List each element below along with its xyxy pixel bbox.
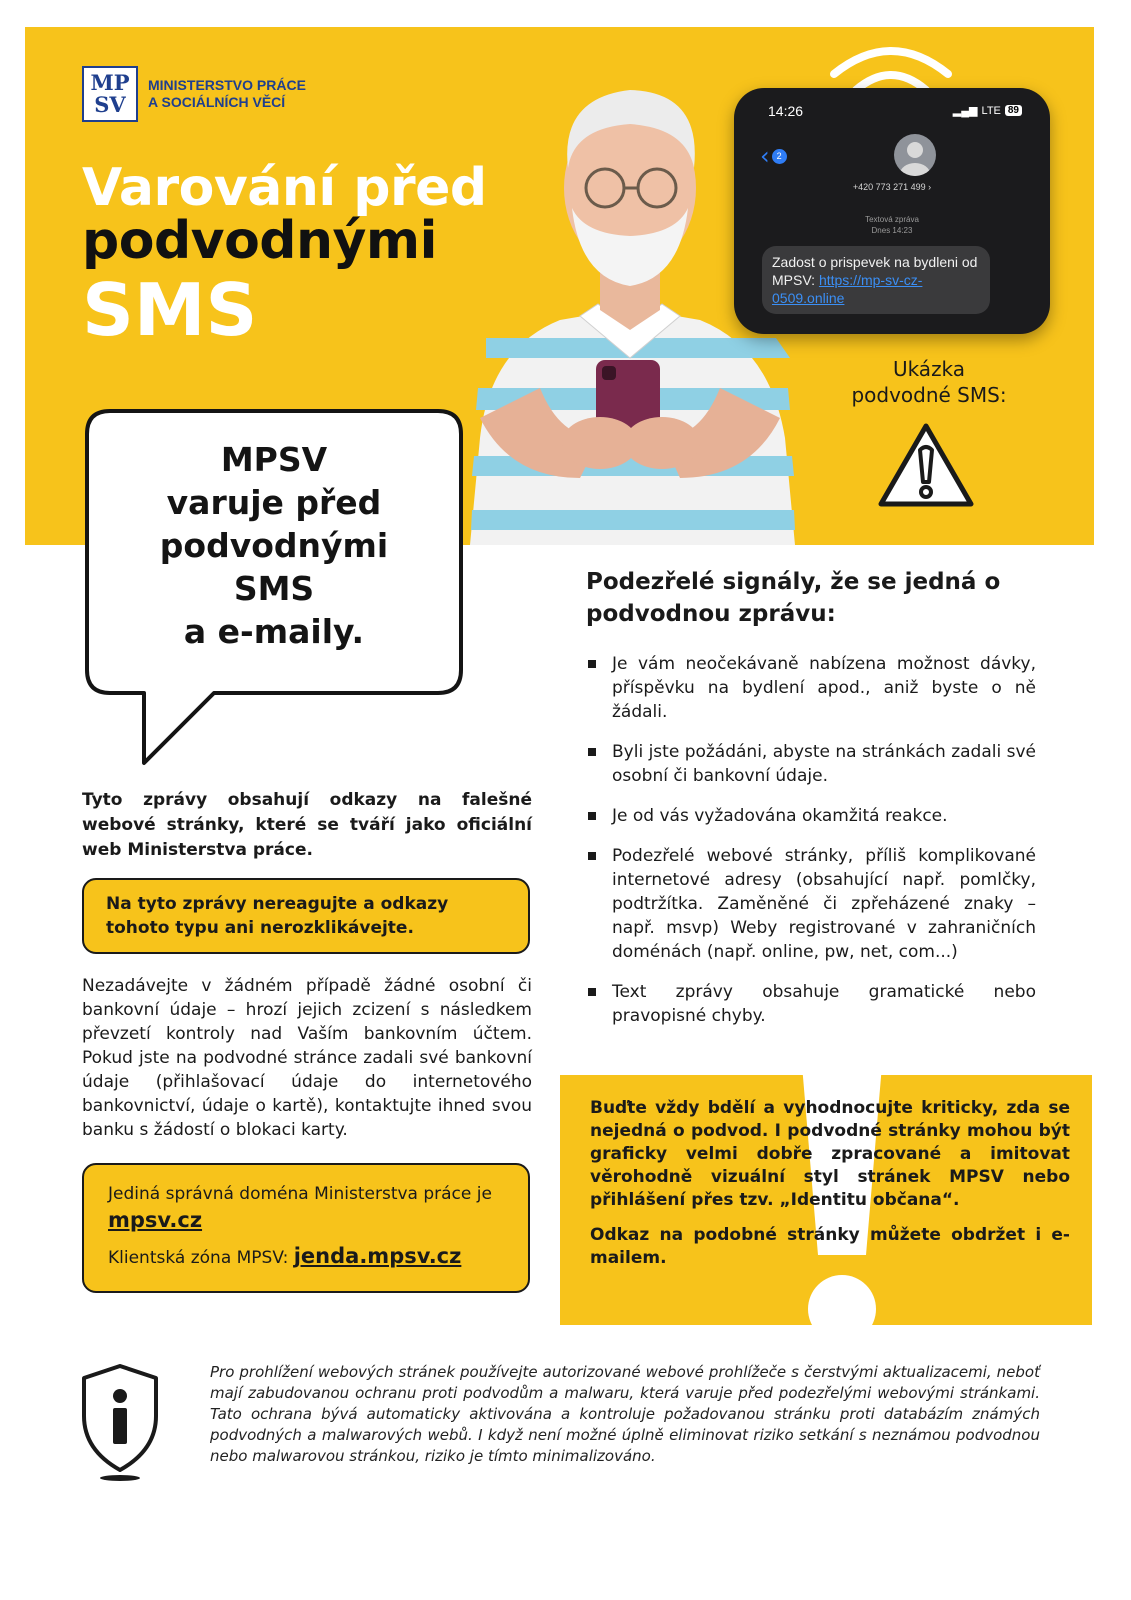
intro-paragraph: Tyto zprávy obsahují odkazy na falešné webové stránky, které se tváří jako oficiální web Ministerstva práce. [82, 790, 532, 860]
bullet-icon [588, 988, 596, 996]
message-type: Textová zpráva [865, 215, 919, 224]
client-zone-row [108, 1243, 504, 1271]
list-item [586, 652, 1036, 724]
bullet-icon [588, 660, 596, 668]
bullet-icon [588, 748, 596, 756]
title-line-1: Varování před [82, 158, 487, 218]
signals-heading: Podezřelé signály, že se jedná o podvodnou zprávu: [586, 569, 1001, 627]
speech-line-1: MPSV [220, 440, 328, 479]
client-zone-prefix: Klientská zóna MPSV: [108, 1248, 294, 1268]
body-paragraph: Nezadávejte v žádném případě žádné osobní či bankovní údaje – hrozí jejich zcizení s následkem převzetí kontroly nad Vaším bankovním účtem. Pokud jste na podvodné stránce zadali své bankovní údaje (přihlašovací údaje do internetového bankovnictví, údaje o kartě), kontaktujte ihned svou banku s žádostí o blokaci karty. [82, 976, 532, 1140]
warning-box [82, 878, 530, 954]
logo-mark-top: MP [90, 70, 130, 95]
signal-text: Je vám neočekávaně nabízena možnost dávky, příspěvku na bydlení apod., aniž byste o ně žádali. [612, 654, 1036, 722]
title-line-2: podvodnými [82, 211, 437, 272]
warning-triangle-icon [876, 420, 976, 510]
signal-text: Je od vás vyžadována okamžitá reakce. [612, 806, 948, 826]
domain-box [82, 1163, 530, 1293]
phone-sms-sample [734, 88, 1050, 334]
message-date: Dnes 14:23 [871, 226, 913, 235]
battery-icon: 89 [1005, 105, 1022, 116]
speech-line-4: SMS [233, 569, 315, 608]
title-line-3: SMS [82, 268, 258, 353]
mpsv-logo-mark [82, 66, 138, 122]
alert-box [560, 1075, 1092, 1325]
domain-link[interactable]: mpsv.cz [108, 1208, 203, 1232]
speech-line-5: a e-maily. [183, 612, 365, 651]
bullet-icon [588, 852, 596, 860]
domain-row [108, 1181, 504, 1235]
alert-paragraph-1: Buďte vždy bdělí a vyhodnocujte kriticky, zda se nejedná o podvod. I podvodné stránky mohou být graficky velmi dobře zpracované a imitovat věrohodně vizuální styl stránek MPSV nebo přihlášení přes tzv. „Identitu občana“. [590, 1098, 1070, 1210]
signal-text: Text zprávy obsahuje gramatické nebo pravopisné chyby. [612, 982, 1036, 1026]
info-shield-icon [80, 1362, 160, 1482]
speech-line-3: podvodnými [159, 526, 389, 565]
network-label: LTE [981, 104, 1001, 117]
phone-time: 14:26 [768, 103, 804, 119]
sms-bubble [762, 246, 990, 314]
sample-label-line-2: podvodné SMS: [851, 383, 1007, 407]
speech-bubble-text [84, 438, 464, 653]
list-item [586, 804, 1036, 828]
alert-paragraph-2: Odkaz na podobné stránky můžete obdržet i e-mailem. [590, 1225, 1070, 1268]
page-title [82, 158, 487, 353]
ministry-logo [82, 66, 306, 122]
logo-text [148, 77, 306, 111]
signals-list [586, 652, 1036, 1044]
phone-status [953, 104, 1022, 117]
list-item [586, 980, 1036, 1028]
list-item [586, 740, 1036, 788]
message-meta [734, 214, 1050, 236]
alert-text [590, 1097, 1070, 1270]
signal-text: Byli jste požádáni, abyste na stránkách zadali své osobní či bankovní údaje. [612, 742, 1036, 786]
signal-text: Podezřelé webové stránky, příliš komplikované internetové adresy (obsahující např. pomlčky, podtržítka. Zaměněné či zpřeházené znaky – např. msvp) Weby registrované v zahraničních doménách (např. online, pw, net, com...) [612, 846, 1036, 962]
speech-line-2: varuje před [166, 483, 382, 522]
bullet-icon [588, 812, 596, 820]
sms-text: Zadost o prispevek na bydleni od MPSV: [772, 254, 978, 288]
sender-number: +420 773 271 499 › [852, 182, 932, 192]
signal-icon: ▂▄▆ [952, 105, 978, 117]
domain-prefix: Jediná správná doména Ministerstva práce je [108, 1184, 492, 1204]
sms-fraud-link[interactable]: https://mp-sv-cz-0509.online [772, 272, 923, 306]
back-arrow-icon: ‹ 2 [760, 146, 787, 166]
contact-avatar-icon [894, 134, 936, 176]
sample-sms-label [836, 356, 1022, 408]
sample-label-line-1: Ukázka [892, 357, 966, 381]
logo-line-2: A SOCIÁLNÍCH VĚCÍ [148, 94, 286, 110]
footer-note: Pro prohlížení webových stránek používejte autorizované webové prohlížeče s čerstvými aktualizacemi, neboť mají zabudovanou ochranu proti podvodům a malwaru, která varuje před podezřelými webovými stránkami. Tato ochrana bývá automaticky aktivována a kontroluje požadovanou stránku proti databázím známých podvodných a malwarových webů. I když není možné úplně eliminovat riziko setkání s neznámou podvodnou nebo malwarovou stránkou, riziko je tímto minimalizováno. [210, 1363, 1040, 1465]
back-badge: 2 [772, 149, 787, 164]
warning-text: Na tyto zprávy nereagujte a odkazy tohoto typu ani nerozklikávejte. [106, 894, 449, 938]
client-zone-link[interactable]: jenda.mpsv.cz [293, 1244, 462, 1268]
logo-line-1: MINISTERSTVO PRÁCE [148, 77, 306, 93]
list-item [586, 844, 1036, 964]
logo-mark-bottom: SV [94, 92, 126, 117]
